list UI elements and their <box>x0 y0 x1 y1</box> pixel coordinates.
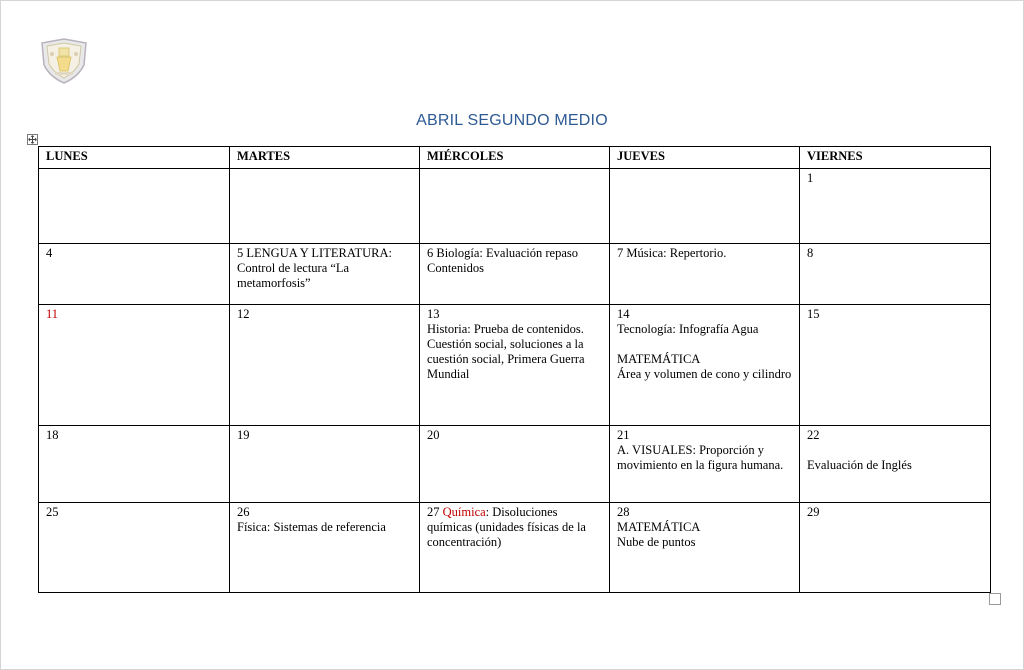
day-cell-wednesday[interactable] <box>420 169 610 244</box>
day-cell-friday[interactable] <box>800 305 991 426</box>
day-cell-thursday[interactable] <box>610 169 800 244</box>
day-number: 26 <box>237 505 250 519</box>
event-text: Evaluación de Inglés <box>807 458 912 472</box>
event-text: 6 Biología: Evaluación repaso Contenidos <box>427 246 579 275</box>
header-row <box>39 147 991 169</box>
event-text: Historia: Prueba de contenidos. Cuestión social, soluciones a la cuestión social, Primera Guerra Mundial <box>427 322 585 381</box>
day-cell-wednesday[interactable] <box>420 503 610 593</box>
day-number: 14 <box>617 307 630 321</box>
day-cell-monday[interactable] <box>39 503 230 593</box>
event-text: Física: Sistemas de referencia <box>237 520 386 534</box>
school-crest-icon <box>38 37 90 85</box>
week-row <box>39 305 991 426</box>
week-row <box>39 169 991 244</box>
event-text: 7 Música: Repertorio. <box>617 246 727 260</box>
day-cell-tuesday[interactable] <box>230 503 420 593</box>
day-number: 27 <box>427 505 440 519</box>
event-text: Nube de puntos <box>617 535 696 549</box>
day-cell-monday[interactable] <box>39 169 230 244</box>
event-text: A. VISUALES: Proporción y movimiento en la figura humana. <box>617 443 784 472</box>
day-cell-tuesday[interactable] <box>230 169 420 244</box>
day-cell-thursday[interactable] <box>610 305 800 426</box>
calendar-table <box>38 146 991 593</box>
table-move-handle-icon[interactable] <box>27 134 38 145</box>
header-friday: VIERNES <box>800 147 991 169</box>
day-number: 18 <box>46 428 59 442</box>
day-cell-friday[interactable] <box>800 169 991 244</box>
event-text: Tecnología: Infografía Agua <box>617 322 759 336</box>
day-number: 22 <box>807 428 820 442</box>
day-number: 20 <box>427 428 440 442</box>
day-cell-friday[interactable] <box>800 503 991 593</box>
event-text: MATEMÁTICA <box>617 520 701 534</box>
day-number: 12 <box>237 307 250 321</box>
week-row <box>39 244 991 305</box>
day-cell-monday[interactable] <box>39 426 230 503</box>
day-number: 21 <box>617 428 630 442</box>
day-number: 4 <box>46 246 53 260</box>
day-number: 25 <box>46 505 59 519</box>
event-text: : Disoluciones químicas (unidades físicas de la concentración) <box>427 505 586 549</box>
event-text: 5 LENGUA Y LITERATURA: Control de lectura “La metamorfosis” <box>237 246 392 290</box>
day-number: 8 <box>807 246 814 260</box>
day-number: 28 <box>617 505 630 519</box>
header-wednesday: MIÉRCOLES <box>420 147 610 169</box>
header-monday: LUNES <box>39 147 230 169</box>
day-cell-thursday[interactable] <box>610 244 800 305</box>
subject-label: Química <box>442 505 486 519</box>
page-title: ABRIL SEGUNDO MEDIO <box>416 112 608 129</box>
header-tuesday: MARTES <box>230 147 420 169</box>
day-cell-wednesday[interactable] <box>420 244 610 305</box>
header-thursday: JUEVES <box>610 147 800 169</box>
event-text: MATEMÁTICA <box>617 352 701 366</box>
day-cell-monday[interactable] <box>39 305 230 426</box>
spacer <box>807 443 983 458</box>
day-cell-tuesday[interactable] <box>230 305 420 426</box>
day-cell-tuesday[interactable] <box>230 426 420 503</box>
day-cell-thursday[interactable] <box>610 503 800 593</box>
table-resize-handle-icon[interactable] <box>989 593 1001 605</box>
day-cell-monday[interactable] <box>39 244 230 305</box>
day-number: 29 <box>807 505 820 519</box>
day-cell-wednesday[interactable] <box>420 426 610 503</box>
week-row <box>39 503 991 593</box>
day-number: 11 <box>46 307 59 321</box>
day-number: 19 <box>237 428 250 442</box>
day-cell-friday[interactable] <box>800 244 991 305</box>
week-row <box>39 426 991 503</box>
day-cell-tuesday[interactable] <box>230 244 420 305</box>
event-text: Área y volumen de cono y cilindro <box>617 367 792 381</box>
day-cell-wednesday[interactable] <box>420 305 610 426</box>
day-number: 15 <box>807 307 820 321</box>
day-number: 13 <box>427 307 440 321</box>
day-cell-thursday[interactable] <box>610 426 800 503</box>
spacer <box>617 337 792 352</box>
day-cell-friday[interactable] <box>800 426 991 503</box>
day-number: 1 <box>807 171 814 185</box>
